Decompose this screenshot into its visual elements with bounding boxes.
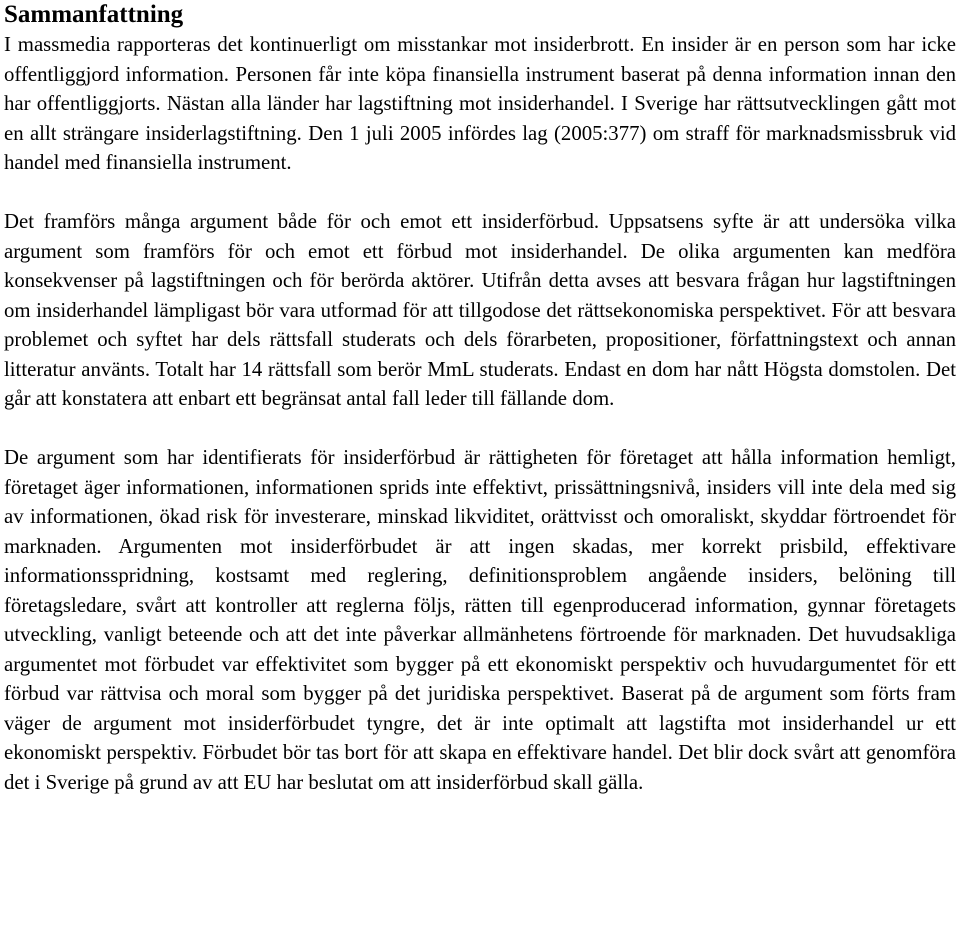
paragraph-purpose: Det framförs många argument både för och emot ett insiderförbud. Uppsatsens syfte är att undersöka vilka argument som framförs för och emot ett förbud mot insiderhandel. De olika argumenten kan medföra konsekvenser på lagstiftningen och för berörda aktörer. Utifrån detta avses att besvara frågan hur lagstiftningen om insiderhandel lämpligast bör vara utformad för att tillgodose det rättsekonomiska perspektivet. För att besvara problemet och syftet har dels rättsfall studerats och dels förarbeten, propositioner, författningstext och annan litteratur använts. Totalt har 14 rättsfall som berör MmL studerats. Endast en dom har nått Högsta domstolen. Det går att konstatera att enbart ett begränsat antal fall leder till fällande dom. <box>4 210 956 410</box>
paragraph-arguments: De argument som har identifierats för insiderförbud är rättigheten för företaget att hålla information hemligt, företaget äger informationen, informationen sprids inte effektivt, prissättningsnivå, insiders vill inte dela med sig av informationen, ökad risk för investerare, minskad likviditet, orättvisst och omoraliskt, skyddar förtroendet för marknaden. Argumenten mot insiderförbudet är att ingen skadas, mer korrekt prisbild, effektivare informationsspridning, kostsamt med reglering, definitionsproblem angående insiders, belöning till företagsledare, svårt att kontroller att reglerna följs, rätten till egenproducerad information, gynnar företagets utveckling, vanligt beteende och att det inte påverkar allmänhetens förtroende för marknaden. Det huvudsakliga argumentet mot förbudet var effektivitet som bygger på ett ekonomiskt perspektiv och huvudargumentet för ett förbud var rättvisa och moral som bygger på det juridiska perspektivet. Baserat på de argument som förts fram väger de argument mot insiderförbudet tyngre, det är inte optimalt att lagstifta mot insiderhandel ur ett ekonomiskt perspektiv. Förbudet bör tas bort för att skapa en effektivare handel. Det blir dock svårt att genomföra det i Sverige på grund av att EU har beslutat om att insiderförbud skall gälla. <box>4 446 956 794</box>
document-page <box>4 0 956 797</box>
page-title: Sammanfattning <box>4 1 184 28</box>
paragraph-intro: I massmedia rapporteras det kontinuerligt om misstankar mot insiderbrott. En insider är en person som har icke offentliggjord information. Personen får inte köpa finansiella instrument baserat på denna information innan den har offentliggjorts. Nästan alla länder har lagstiftning mot insiderhandel. I Sverige har rättsutvecklingen gått mot en allt strängare insiderlagstiftning. Den 1 juli 2005 infördes lag (2005:377) om straff för marknadsmissbruk vid handel med finansiella instrument. <box>4 33 956 174</box>
